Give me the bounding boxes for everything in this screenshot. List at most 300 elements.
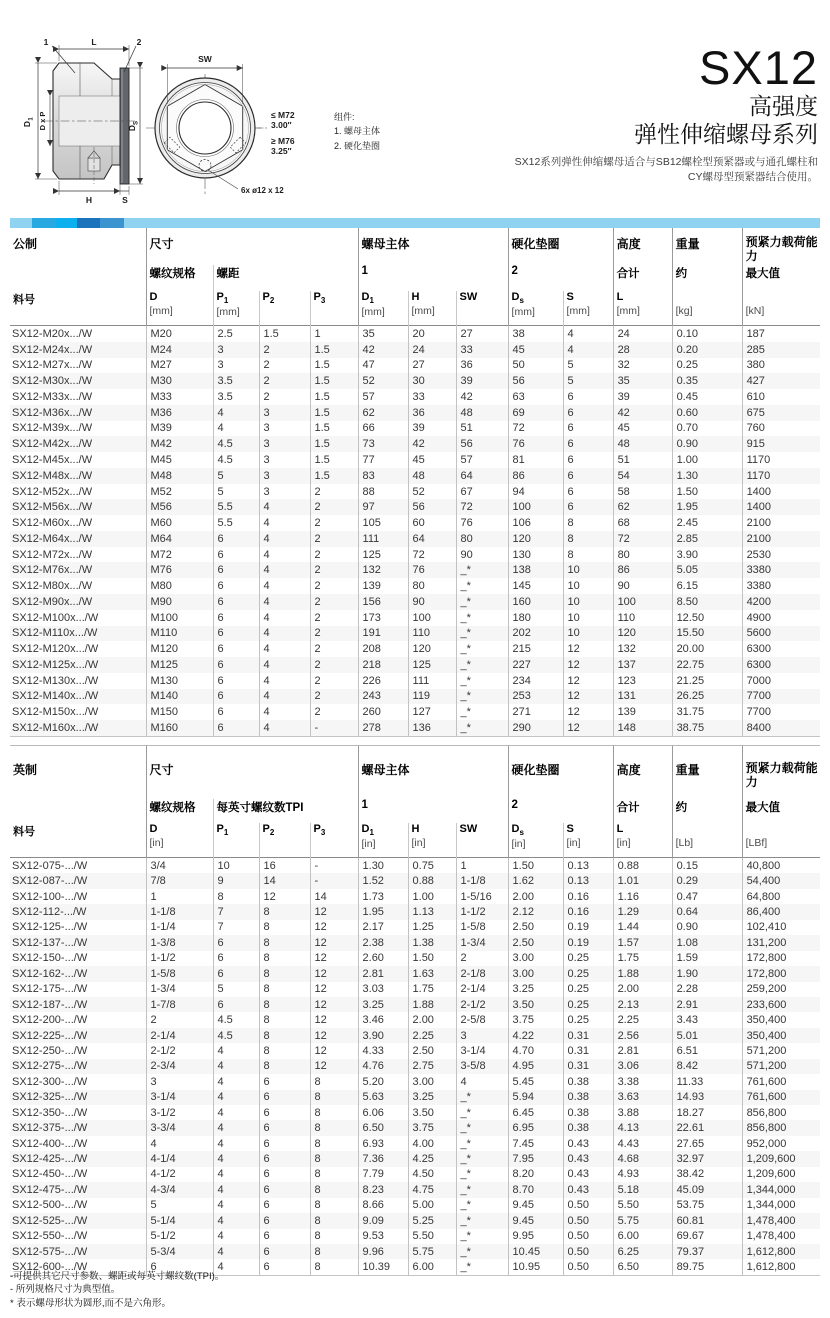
value-cell: 8 — [563, 515, 613, 531]
value-cell: 2 — [146, 1012, 213, 1027]
table-row — [10, 641, 820, 657]
value-cell: 2 — [310, 531, 358, 547]
value-cell: 4 — [213, 405, 259, 421]
value-cell: 0.25 — [563, 951, 613, 966]
value-cell: 6 — [213, 531, 259, 547]
value-cell: 69.67 — [672, 1229, 742, 1244]
side-view-drawing — [22, 37, 143, 205]
size-note-ge-in: 3.25″ — [271, 146, 292, 156]
value-cell: 3-5/8 — [456, 1059, 508, 1074]
value-cell: 0.20 — [672, 342, 742, 358]
value-cell: 3.00 — [408, 1074, 456, 1089]
value-cell: 22.75 — [672, 657, 742, 673]
part-number-cell: SX12-M33x.../W — [12, 390, 93, 403]
series-title: SX12 — [699, 41, 818, 94]
value-cell: 0.43 — [563, 1151, 613, 1166]
value-cell: 8.50 — [672, 594, 742, 610]
value-cell: 139 — [358, 578, 408, 594]
value-cell: 8 — [259, 997, 310, 1012]
value-cell: 3380 — [742, 562, 820, 578]
value-cell: 48 — [613, 436, 672, 452]
value-cell: 0.45 — [672, 389, 742, 405]
value-cell: 51 — [613, 452, 672, 468]
value-cell: 6.45 — [508, 1105, 563, 1120]
legend-item-nut-body: 1. 螺母主体 — [334, 126, 381, 137]
value-cell: 9 — [213, 873, 259, 888]
column-header: $P_1$ — [213, 823, 259, 858]
value-cell: 2 — [310, 547, 358, 563]
value-cell: 36 — [408, 405, 456, 421]
value-cell: M130 — [146, 673, 213, 689]
value-cell: 1.5 — [310, 373, 358, 389]
value-cell: 243 — [358, 689, 408, 705]
value-cell: 3.03 — [358, 982, 408, 997]
value-cell: 4 — [259, 547, 310, 563]
value-cell: 9.95 — [508, 1229, 563, 1244]
table-row — [10, 421, 820, 437]
value-cell: 6 — [563, 436, 613, 452]
value-cell: 7.95 — [508, 1151, 563, 1166]
value-cell: 45 — [613, 421, 672, 437]
dim-label-S: S — [122, 195, 128, 205]
value-cell: 7/8 — [146, 873, 213, 888]
value-cell: 1-5/16 — [456, 889, 508, 904]
value-cell: 100 — [408, 610, 456, 626]
value-cell: 111 — [408, 673, 456, 689]
value-cell: 0.13 — [563, 858, 613, 874]
value-cell: 6 — [563, 421, 613, 437]
table-row — [10, 673, 820, 689]
value-cell: 39 — [408, 421, 456, 437]
table-row — [10, 1167, 820, 1182]
value-cell: _* — [456, 1244, 508, 1259]
value-cell: 9.96 — [358, 1244, 408, 1259]
value-cell: 4 — [213, 1259, 259, 1275]
value-cell: 80 — [613, 547, 672, 563]
value-cell: 1.95 — [358, 904, 408, 919]
value-cell: 2.25 — [613, 1012, 672, 1027]
value-cell: 6.93 — [358, 1136, 408, 1151]
value-cell: M140 — [146, 689, 213, 705]
table-row — [10, 452, 820, 468]
value-cell: 8 — [213, 889, 259, 904]
value-cell: 7000 — [742, 673, 820, 689]
value-cell: 8 — [259, 1043, 310, 1058]
value-cell: 3.50 — [408, 1105, 456, 1120]
value-cell: 10 — [563, 594, 613, 610]
part-number-cell: SX12-150-.../W — [12, 952, 88, 965]
value-cell: 4 — [213, 1059, 259, 1074]
value-cell: 4.13 — [613, 1120, 672, 1135]
value-cell: 3 — [213, 358, 259, 374]
value-cell: _* — [456, 673, 508, 689]
part-number-cell: SX12-375-.../W — [12, 1122, 88, 1135]
value-cell: 6 — [146, 1259, 213, 1275]
table-row — [10, 326, 820, 342]
part-number-cell: SX12-M36x.../W — [12, 406, 93, 419]
brand-bar-segment — [124, 218, 820, 228]
value-cell: 2 — [310, 594, 358, 610]
value-cell: 3 — [146, 1074, 213, 1089]
value-cell: 6.06 — [358, 1105, 408, 1120]
value-cell: 2.81 — [613, 1043, 672, 1058]
column-header: SW — [456, 823, 508, 858]
part-number-cell: SX12-M160x.../W — [12, 722, 99, 735]
value-cell: 1170 — [742, 452, 820, 468]
value-cell: 7700 — [742, 704, 820, 720]
value-cell: 259,200 — [742, 982, 820, 997]
value-cell: 5.5 — [213, 515, 259, 531]
part-number-cell: SX12-125-.../W — [12, 921, 88, 934]
value-cell: 8.70 — [508, 1182, 563, 1197]
value-cell: 1 — [456, 858, 508, 874]
value-cell: 1.5 — [310, 468, 358, 484]
value-cell: 50 — [508, 358, 563, 374]
value-cell: 2.00 — [508, 889, 563, 904]
value-cell: 67 — [456, 484, 508, 500]
part-number-cell: SX12-M120x.../W — [12, 643, 99, 656]
value-cell: 6.15 — [672, 578, 742, 594]
value-cell: 0.64 — [672, 904, 742, 919]
value-cell: 1.63 — [408, 966, 456, 981]
value-cell: 125 — [408, 657, 456, 673]
table-row — [10, 904, 820, 919]
part-number-cell: SX12-425-.../W — [12, 1153, 88, 1166]
nut-drawing-svg — [8, 32, 338, 212]
value-cell: 4 — [259, 515, 310, 531]
value-cell: 86 — [613, 562, 672, 578]
value-cell: 5.01 — [672, 1028, 742, 1043]
value-cell: 4 — [259, 594, 310, 610]
table-row — [10, 720, 820, 736]
value-cell: 66 — [358, 421, 408, 437]
value-cell: 39 — [613, 389, 672, 405]
part-number-cell: SX12-325-.../W — [12, 1091, 88, 1104]
value-cell: 2-1/2 — [146, 1043, 213, 1058]
part-number-cell: SX12-M72x.../W — [12, 548, 93, 561]
value-cell: 62 — [613, 499, 672, 515]
legend-item-washer: 2. 硬化垫圈 — [334, 140, 381, 151]
value-cell: 77 — [358, 452, 408, 468]
value-cell: 2.45 — [672, 515, 742, 531]
value-cell: 56 — [408, 499, 456, 515]
value-cell: 6 — [259, 1105, 310, 1120]
value-cell: 2 — [310, 562, 358, 578]
value-cell: _* — [456, 1259, 508, 1275]
value-cell: 2 — [310, 641, 358, 657]
value-cell: 0.75 — [408, 858, 456, 874]
value-cell: 3380 — [742, 578, 820, 594]
value-cell: 1.5 — [310, 342, 358, 358]
value-cell: 72 — [508, 421, 563, 437]
value-cell: 0.38 — [563, 1105, 613, 1120]
value-cell: 4 — [563, 326, 613, 342]
table-row — [10, 1229, 820, 1244]
table-row — [10, 1244, 820, 1259]
value-cell: 3 — [259, 436, 310, 452]
value-cell: 1,478,400 — [742, 1229, 820, 1244]
washer-number: 2 — [508, 799, 613, 823]
value-cell: 1170 — [742, 468, 820, 484]
value-cell: 4 — [259, 578, 310, 594]
value-cell: 1.5 — [310, 358, 358, 374]
part-number-cell: SX12-M45x.../W — [12, 454, 93, 466]
value-cell: 6 — [563, 389, 613, 405]
value-cell: 3.00 — [508, 951, 563, 966]
value-cell: 45 — [508, 342, 563, 358]
value-cell: 1.5 — [310, 421, 358, 437]
value-cell: 5 — [563, 373, 613, 389]
value-cell: 2-1/4 — [146, 1028, 213, 1043]
value-cell: 172,800 — [742, 951, 820, 966]
value-cell: 4 — [259, 720, 310, 736]
value-cell: 53.75 — [672, 1198, 742, 1213]
part-number-cell: SX12-575-.../W — [12, 1245, 88, 1258]
value-cell: 10.39 — [358, 1259, 408, 1275]
value-cell: 6 — [213, 562, 259, 578]
svg-text:S: S — [133, 120, 140, 126]
value-cell: _* — [456, 704, 508, 720]
value-cell: 60.81 — [672, 1213, 742, 1228]
value-cell: 4.43 — [613, 1136, 672, 1151]
part-number-cell: SX12-600-.../W — [12, 1261, 88, 1274]
svg-text:D: D — [22, 120, 32, 128]
value-cell: 90 — [613, 578, 672, 594]
part-number-cell: SX12-100-.../W — [12, 890, 88, 903]
value-cell: 0.35 — [672, 373, 742, 389]
value-cell: 2 — [310, 689, 358, 705]
value-cell: 72 — [456, 499, 508, 515]
value-cell: 2-1/8 — [456, 966, 508, 981]
value-cell: 138 — [508, 562, 563, 578]
value-cell: 127 — [408, 704, 456, 720]
value-cell: 4 — [259, 499, 310, 515]
part-number-cell: SX12-M56x.../W — [12, 501, 93, 514]
table-row — [10, 951, 820, 966]
value-cell: 1-1/4 — [146, 920, 213, 935]
value-cell: 3-3/4 — [146, 1120, 213, 1135]
value-cell: 4 — [259, 689, 310, 705]
value-cell: _* — [456, 720, 508, 736]
value-cell: 156 — [358, 594, 408, 610]
value-cell: 6.50 — [613, 1259, 672, 1275]
value-cell: 1,612,800 — [742, 1259, 820, 1275]
value-cell: 1-3/8 — [146, 935, 213, 950]
value-cell: 285 — [742, 342, 820, 358]
value-cell: 4 — [213, 1074, 259, 1089]
value-cell: 760 — [742, 421, 820, 437]
height-group-label: 高度 — [613, 228, 672, 265]
load-capacity-group-label: 预紧力载荷能力 — [742, 228, 820, 265]
value-cell: 3.90 — [358, 1028, 408, 1043]
value-cell: 2 — [456, 951, 508, 966]
value-cell: 6.51 — [672, 1043, 742, 1058]
value-cell: 0.38 — [563, 1090, 613, 1105]
value-cell: M42 — [146, 436, 213, 452]
value-cell: 7 — [213, 920, 259, 935]
value-cell: 6 — [213, 610, 259, 626]
value-cell: 6.25 — [613, 1244, 672, 1259]
value-cell: 6 — [563, 499, 613, 515]
table-row — [10, 626, 820, 642]
value-cell: 227 — [508, 657, 563, 673]
value-cell: 218 — [358, 657, 408, 673]
value-cell: 12 — [310, 1059, 358, 1074]
value-cell: 6 — [213, 997, 259, 1012]
brand-bar-segment — [32, 218, 56, 228]
callout-1-label: 1 — [43, 37, 49, 47]
value-cell: _* — [456, 610, 508, 626]
value-cell: 0.50 — [563, 1213, 613, 1228]
value-cell: 4 — [563, 342, 613, 358]
value-cell: 4 — [259, 673, 310, 689]
size-note-le-in: 3.00″ — [271, 120, 292, 130]
value-cell: 3.46 — [358, 1012, 408, 1027]
value-cell: 2.00 — [408, 1012, 456, 1027]
value-cell: 6 — [213, 704, 259, 720]
value-cell: 7.45 — [508, 1136, 563, 1151]
value-cell: 4.95 — [508, 1059, 563, 1074]
value-cell: 4 — [259, 641, 310, 657]
value-cell: 290 — [508, 720, 563, 736]
value-cell: 6 — [213, 673, 259, 689]
value-cell: 76 — [408, 562, 456, 578]
value-cell: 3-1/2 — [146, 1105, 213, 1120]
part-number-cell: SX12-M24x.../W — [12, 343, 93, 356]
value-cell: 3.00 — [508, 966, 563, 981]
value-cell: 1,209,600 — [742, 1151, 820, 1166]
value-cell: 4.50 — [408, 1167, 456, 1182]
value-cell: 180 — [508, 610, 563, 626]
value-cell: 5.75 — [613, 1213, 672, 1228]
value-cell: 100 — [613, 594, 672, 610]
value-cell: 12 — [563, 673, 613, 689]
table-row — [10, 1198, 820, 1213]
thread-spec-label: 螺纹规格 — [146, 799, 213, 823]
value-cell: M150 — [146, 704, 213, 720]
value-cell: 4-1/2 — [146, 1167, 213, 1182]
table-row — [10, 1213, 820, 1228]
value-cell: 10 — [563, 562, 613, 578]
value-cell: 5.00 — [408, 1198, 456, 1213]
value-cell: 9.53 — [358, 1229, 408, 1244]
value-cell: 8400 — [742, 720, 820, 736]
value-cell: 5.18 — [613, 1182, 672, 1197]
value-cell: 0.50 — [563, 1229, 613, 1244]
value-cell: 2 — [259, 373, 310, 389]
thread-spec-label: 螺纹规格 — [146, 265, 213, 291]
part-number-cell: SX12-112-.../W — [12, 906, 87, 919]
brand-bar-segment — [56, 218, 77, 228]
value-cell: 215 — [508, 641, 563, 657]
value-cell: 0.15 — [672, 858, 742, 874]
value-cell: 4.68 — [613, 1151, 672, 1166]
value-cell: 33 — [408, 389, 456, 405]
value-cell: 4-1/4 — [146, 1151, 213, 1166]
value-cell: 12 — [310, 997, 358, 1012]
value-cell: 9.45 — [508, 1198, 563, 1213]
column-header: H [in] — [408, 823, 456, 858]
part-number-cell: SX12-162-.../W — [12, 967, 88, 980]
value-cell: 57 — [456, 452, 508, 468]
value-cell: M24 — [146, 342, 213, 358]
value-cell: 47 — [358, 358, 408, 374]
value-cell: 0.25 — [563, 966, 613, 981]
value-cell: 6 — [563, 484, 613, 500]
value-cell: 12 — [310, 982, 358, 997]
column-header: SW — [456, 291, 508, 326]
value-cell: 6 — [563, 405, 613, 421]
value-cell: 42 — [456, 389, 508, 405]
value-cell: 0.16 — [563, 889, 613, 904]
value-cell: 6 — [213, 689, 259, 705]
part-number-cell: SX12-475-.../W — [12, 1183, 88, 1196]
value-cell: 1.5 — [310, 405, 358, 421]
value-cell: 3.38 — [613, 1074, 672, 1089]
column-header: L [mm] — [613, 291, 672, 326]
column-header: S [in] — [563, 823, 613, 858]
value-cell: 4 — [259, 610, 310, 626]
value-cell: 8 — [310, 1167, 358, 1182]
value-cell: 1.30 — [672, 468, 742, 484]
value-cell: 145 — [508, 578, 563, 594]
value-cell: 12 — [563, 704, 613, 720]
value-cell: 4.5 — [213, 452, 259, 468]
value-cell: 1.50 — [672, 484, 742, 500]
value-cell: 76 — [456, 515, 508, 531]
height-group-label: 高度 — [613, 746, 672, 799]
value-cell: 2100 — [742, 531, 820, 547]
value-cell: 4.93 — [613, 1167, 672, 1182]
table-row — [10, 484, 820, 500]
value-cell: 57 — [358, 389, 408, 405]
part-number-cell: SX12-175-.../W — [12, 983, 88, 996]
value-cell: 8.42 — [672, 1059, 742, 1074]
table-row — [10, 858, 820, 874]
value-cell: 26.25 — [672, 689, 742, 705]
value-cell: 3.88 — [613, 1105, 672, 1120]
value-cell: 6 — [259, 1244, 310, 1259]
value-cell: 110 — [613, 610, 672, 626]
value-cell: 148 — [613, 720, 672, 736]
value-cell: 2.60 — [358, 951, 408, 966]
title-line-1: 高强度 — [749, 92, 818, 119]
part-number-cell: SX12-200-.../W — [12, 1014, 88, 1027]
value-cell: 0.88 — [408, 873, 456, 888]
value-cell: 5.05 — [672, 562, 742, 578]
value-cell: 86 — [508, 468, 563, 484]
value-cell: 3.5 — [213, 373, 259, 389]
value-cell: 97 — [358, 499, 408, 515]
column-header: [Lb] — [672, 823, 742, 858]
pitch-label: 螺距 — [213, 265, 358, 291]
value-cell: 0.50 — [563, 1244, 613, 1259]
value-cell: 4 — [213, 1198, 259, 1213]
footnote-1: -可提供其它尺寸参数、螺距或每英寸螺纹数(TPI)。 — [10, 1271, 225, 1282]
value-cell: 350,400 — [742, 1028, 820, 1043]
value-cell: _* — [456, 562, 508, 578]
value-cell: 8.23 — [358, 1182, 408, 1197]
part-number-cell: SX12-400-.../W — [12, 1137, 88, 1150]
value-cell: 0.70 — [672, 421, 742, 437]
value-cell: 48 — [456, 405, 508, 421]
value-cell: 4.5 — [213, 436, 259, 452]
value-cell: 1.75 — [408, 982, 456, 997]
value-cell: 38.75 — [672, 720, 742, 736]
value-cell: 90 — [408, 594, 456, 610]
value-cell: _* — [456, 578, 508, 594]
value-cell: 2 — [310, 515, 358, 531]
